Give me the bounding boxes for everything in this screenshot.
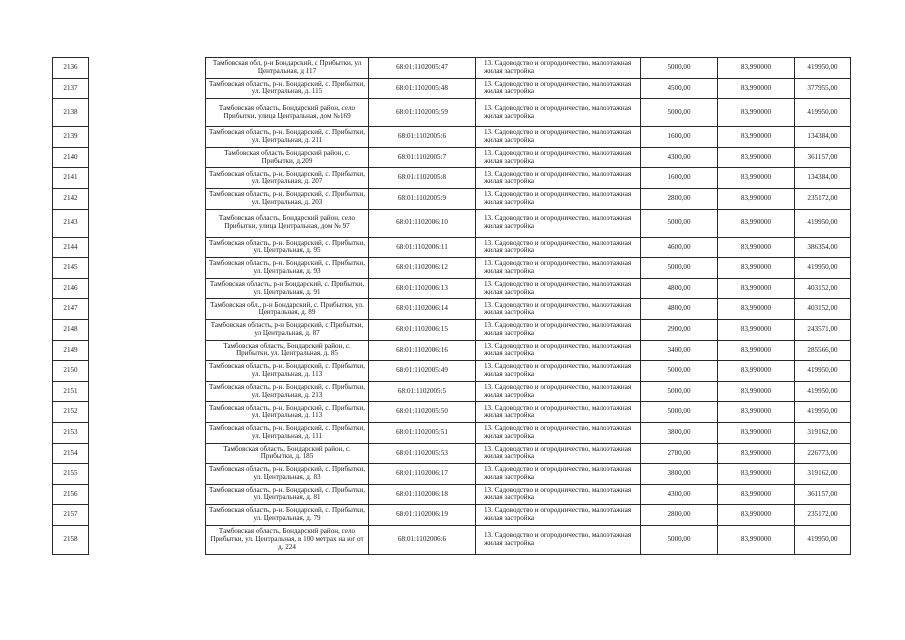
cadastral-cost-cell: 319162,00 xyxy=(795,464,851,485)
permitted-use-cell: 13. Садоводство и огородничество, малоэтажная жилая застройка xyxy=(476,340,641,361)
address-cell: Тамбовская область, р-н. Бондарский, с. Прибытки, ул. Центральная, д. 111 xyxy=(206,422,369,443)
cadastral-number-cell: 68:01:1102005:59 xyxy=(369,99,476,127)
cadastral-rate-cell: 83,990000 xyxy=(718,147,795,168)
cadastral-rate-cell: 83,990000 xyxy=(718,168,795,189)
blank-cell xyxy=(89,147,206,168)
table-row xyxy=(53,464,851,485)
row-number: 2146 xyxy=(53,278,89,299)
address-cell: Тамбовская область, р-н. Бондарский, с. Прибытки, ул. Центральная, д. 83 xyxy=(206,464,369,485)
permitted-use-cell: 13. Садоводство и огородничество, малоэтажная жилая застройка xyxy=(476,168,641,189)
table-row xyxy=(53,443,851,464)
row-number: 2136 xyxy=(53,58,89,79)
area-cell: 3800,00 xyxy=(641,422,718,443)
table-row xyxy=(53,278,851,299)
cadastral-number-cell: 68:01:1102005:51 xyxy=(369,422,476,443)
area-cell: 2800,00 xyxy=(641,188,718,209)
cadastral-cost-cell: 403152,00 xyxy=(795,278,851,299)
row-number: 2157 xyxy=(53,505,89,526)
permitted-use-cell: 13. Садоводство и огородничество, малоэтажная жилая застройка xyxy=(476,361,641,382)
address-cell: Тамбовская область, р-н. Бондарский, с. Прибытки, ул. Центральная, д. 115 xyxy=(206,78,369,99)
permitted-use-cell: 13. Садоводство и огородничество, малоэтажная жилая застройка xyxy=(476,381,641,402)
address-cell: Тамбовская область, р-н. Бондарский, с. Прибытки, ул. Центральная, д. 95 xyxy=(206,237,369,258)
address-cell: Тамбовская область, р-н Бондарский, с. Прибытки, ул. Центральная, д. 91 xyxy=(206,278,369,299)
cadastral-rate-cell: 83,990000 xyxy=(718,361,795,382)
blank-cell xyxy=(89,319,206,340)
cadastral-rate-cell: 83,990000 xyxy=(718,58,795,79)
blank-cell xyxy=(89,168,206,189)
table-row xyxy=(53,127,851,148)
cadastral-number-cell: 68:01:1102006:14 xyxy=(369,299,476,320)
cadastral-rate-cell: 83,990000 xyxy=(718,525,795,554)
row-number: 2139 xyxy=(53,127,89,148)
cadastral-number-cell: 68:01:1102006:12 xyxy=(369,258,476,279)
table-row xyxy=(53,299,851,320)
permitted-use-cell: 13. Садоводство и огородничество, малоэтажная жилая застройка xyxy=(476,147,641,168)
area-cell: 5000,00 xyxy=(641,209,718,237)
area-cell: 2900,00 xyxy=(641,319,718,340)
area-cell: 5000,00 xyxy=(641,58,718,79)
cadastral-rate-cell: 83,990000 xyxy=(718,188,795,209)
cadastral-number-cell: 68:01:1102005:48 xyxy=(369,78,476,99)
blank-cell xyxy=(89,443,206,464)
table-body xyxy=(53,58,851,555)
permitted-use-cell: 13. Садоводство и огородничество, малоэтажная жилая застройка xyxy=(476,299,641,320)
cadastral-number-cell: 68:01:1102006:18 xyxy=(369,484,476,505)
row-number: 2153 xyxy=(53,422,89,443)
permitted-use-cell: 13. Садоводство и огородничество, малоэтажная жилая застройка xyxy=(476,127,641,148)
cadastral-cost-cell: 403152,00 xyxy=(795,299,851,320)
address-cell: Тамбовская область, Бондарский район, село Прибытки, улица Центральная, дом №169 xyxy=(206,99,369,127)
area-cell: 5000,00 xyxy=(641,361,718,382)
table-row xyxy=(53,319,851,340)
cadastral-cost-cell: 319162,00 xyxy=(795,422,851,443)
area-cell: 4300,00 xyxy=(641,484,718,505)
address-cell: Тамбовская область, р-н Бондарский, с Прибытки, ул Центральная, д. 87 xyxy=(206,319,369,340)
cadastral-number-cell: 68:01:1102006:6 xyxy=(369,525,476,554)
row-number: 2138 xyxy=(53,99,89,127)
cadastral-rate-cell: 83,990000 xyxy=(718,402,795,423)
blank-cell xyxy=(89,381,206,402)
address-cell: Тамбовская область, р-н. Бондарский, с. Прибытки, ул. Центральная, д. 113 xyxy=(206,361,369,382)
area-cell: 5000,00 xyxy=(641,258,718,279)
table-row xyxy=(53,361,851,382)
cadastral-cost-cell: 419950,00 xyxy=(795,99,851,127)
area-cell: 3800,00 xyxy=(641,464,718,485)
address-cell: Тамбовская область, р-н. Бондарский, с. Прибытки, ул. Центральная, д. 79 xyxy=(206,505,369,526)
cadastral-number-cell: 68:01:1102005:5 xyxy=(369,381,476,402)
address-cell: Тамбовская область, р-н. Бондарский, с. Прибытки, ул. Центральная, д. 113 xyxy=(206,402,369,423)
permitted-use-cell: 13. Садоводство и огородничество, малоэтажная жилая застройка xyxy=(476,422,641,443)
permitted-use-cell: 13. Садоводство и огородничество, малоэтажная жилая застройка xyxy=(476,319,641,340)
address-cell: Тамбовская область, р-н. Бондарский, с. Прибытки, ул. Центральная, д. 207 xyxy=(206,168,369,189)
permitted-use-cell: 13. Садоводство и огородничество, малоэтажная жилая застройка xyxy=(476,278,641,299)
cadastral-cost-cell: 235172,00 xyxy=(795,505,851,526)
row-number: 2144 xyxy=(53,237,89,258)
table-row xyxy=(53,525,851,554)
cadastral-rate-cell: 83,990000 xyxy=(718,464,795,485)
row-number: 2141 xyxy=(53,168,89,189)
address-cell: Тамбовская область, р-н. Бондарский, с. Прибытки, ул. Центральная, д. 213 xyxy=(206,381,369,402)
table-row xyxy=(53,188,851,209)
permitted-use-cell: 13. Садоводство и огородничество, малоэтажная жилая застройка xyxy=(476,188,641,209)
land-plots-table xyxy=(52,57,851,555)
row-number: 2145 xyxy=(53,258,89,279)
area-cell: 5000,00 xyxy=(641,99,718,127)
address-cell: Тамбовская область, р-н. Бондарский, с. Прибытки, ул. Центральная, д. 211 xyxy=(206,127,369,148)
blank-cell xyxy=(89,58,206,79)
area-cell: 5000,00 xyxy=(641,525,718,554)
cadastral-number-cell: 68:01:1102005:47 xyxy=(369,58,476,79)
blank-cell xyxy=(89,464,206,485)
cadastral-cost-cell: 419950,00 xyxy=(795,258,851,279)
cadastral-rate-cell: 83,990000 xyxy=(718,258,795,279)
blank-cell xyxy=(89,525,206,554)
cadastral-cost-cell: 243571,00 xyxy=(795,319,851,340)
table-row xyxy=(53,99,851,127)
cadastral-cost-cell: 361157,00 xyxy=(795,484,851,505)
address-cell: Тамбовская область Бондарский район, с. Прибытки, д.209 xyxy=(206,147,369,168)
area-cell: 4500,00 xyxy=(641,78,718,99)
table-row xyxy=(53,78,851,99)
permitted-use-cell: 13. Садоводство и огородничество, малоэтажная жилая застройка xyxy=(476,443,641,464)
permitted-use-cell: 13. Садоводство и огородничество, малоэтажная жилая застройка xyxy=(476,237,641,258)
permitted-use-cell: 13. Садоводство и огородничество, малоэтажная жилая застройка xyxy=(476,505,641,526)
permitted-use-cell: 13. Садоводство и огородничество, малоэтажная жилая застройка xyxy=(476,99,641,127)
cadastral-rate-cell: 83,990000 xyxy=(718,99,795,127)
area-cell: 5000,00 xyxy=(641,381,718,402)
address-cell: Тамбовская область, Бондарский район, с. Прибытки, ул. Центральная, д. 85 xyxy=(206,340,369,361)
cadastral-number-cell: 68:01:1102006:11 xyxy=(369,237,476,258)
cadastral-cost-cell: 377955,00 xyxy=(795,78,851,99)
cadastral-cost-cell: 386354,00 xyxy=(795,237,851,258)
cadastral-rate-cell: 83,990000 xyxy=(718,319,795,340)
blank-cell xyxy=(89,340,206,361)
cadastral-cost-cell: 419950,00 xyxy=(795,361,851,382)
cadastral-cost-cell: 361157,00 xyxy=(795,147,851,168)
cadastral-number-cell: 68:01:1102006:19 xyxy=(369,505,476,526)
area-cell: 4600,00 xyxy=(641,237,718,258)
table-row xyxy=(53,505,851,526)
cadastral-number-cell: 68:01:1102005:49 xyxy=(369,361,476,382)
blank-cell xyxy=(89,127,206,148)
area-cell: 2700,00 xyxy=(641,443,718,464)
row-number: 2140 xyxy=(53,147,89,168)
cadastral-number-cell: 68:01:1102005:50 xyxy=(369,402,476,423)
row-number: 2149 xyxy=(53,340,89,361)
permitted-use-cell: 13. Садоводство и огородничество, малоэтажная жилая застройка xyxy=(476,58,641,79)
area-cell: 4300,00 xyxy=(641,147,718,168)
address-cell: Тамбовская обл, р-н Бондарский, с Прибытки, ул Центральная, д 117 xyxy=(206,58,369,79)
permitted-use-cell: 13. Садоводство и огородничество, малоэтажная жилая застройка xyxy=(476,464,641,485)
cadastral-cost-cell: 419950,00 xyxy=(795,381,851,402)
blank-cell xyxy=(89,237,206,258)
table-row xyxy=(53,484,851,505)
cadastral-rate-cell: 83,990000 xyxy=(718,443,795,464)
cadastral-number-cell: 68:01:1102005:8 xyxy=(369,168,476,189)
table-row xyxy=(53,58,851,79)
blank-cell xyxy=(89,505,206,526)
row-number: 2147 xyxy=(53,299,89,320)
row-number: 2154 xyxy=(53,443,89,464)
row-number: 2137 xyxy=(53,78,89,99)
permitted-use-cell: 13. Садоводство и огородничество, малоэтажная жилая застройка xyxy=(476,402,641,423)
row-number: 2143 xyxy=(53,209,89,237)
blank-cell xyxy=(89,99,206,127)
blank-cell xyxy=(89,278,206,299)
address-cell: Тамбовская область, Бондарский район, с. Прибытки, д. 185 xyxy=(206,443,369,464)
table-row xyxy=(53,340,851,361)
address-cell: Тамбовская область, р-н. Бондарский, с. Прибытки, ул. Центральная, д. 81 xyxy=(206,484,369,505)
row-number: 2142 xyxy=(53,188,89,209)
table-row xyxy=(53,168,851,189)
blank-cell xyxy=(89,188,206,209)
cadastral-cost-cell: 134384,00 xyxy=(795,127,851,148)
cadastral-number-cell: 68:01:1102005:9 xyxy=(369,188,476,209)
address-cell: Тамбовская область, Бондарский район, село Прибытки, ул. Центральная, в 100 метрах на юг от д. 224 xyxy=(206,525,369,554)
cadastral-cost-cell: 285566,00 xyxy=(795,340,851,361)
table-row xyxy=(53,422,851,443)
area-cell: 1600,00 xyxy=(641,127,718,148)
area-cell: 5000,00 xyxy=(641,402,718,423)
cadastral-rate-cell: 83,990000 xyxy=(718,505,795,526)
cadastral-rate-cell: 83,990000 xyxy=(718,127,795,148)
cadastral-cost-cell: 134384,00 xyxy=(795,168,851,189)
cadastral-number-cell: 68:01:1102006:10 xyxy=(369,209,476,237)
cadastral-number-cell: 68:01:1102005:6 xyxy=(369,127,476,148)
cadastral-number-cell: 68:01:1102006:16 xyxy=(369,340,476,361)
row-number: 2148 xyxy=(53,319,89,340)
cadastral-rate-cell: 83,990000 xyxy=(718,278,795,299)
address-cell: Тамбовская область, Бондарский район, село Прибытки, улица Центральная, дом № 97 xyxy=(206,209,369,237)
cadastral-rate-cell: 83,990000 xyxy=(718,299,795,320)
cadastral-rate-cell: 83,990000 xyxy=(718,340,795,361)
blank-cell xyxy=(89,78,206,99)
row-number: 2158 xyxy=(53,525,89,554)
permitted-use-cell: 13. Садоводство и огородничество, малоэтажная жилая застройка xyxy=(476,525,641,554)
cadastral-rate-cell: 83,990000 xyxy=(718,237,795,258)
cadastral-number-cell: 68:01:1102005:7 xyxy=(369,147,476,168)
cadastral-rate-cell: 83,990000 xyxy=(718,78,795,99)
row-number: 2152 xyxy=(53,402,89,423)
cadastral-cost-cell: 419950,00 xyxy=(795,402,851,423)
cadastral-number-cell: 68:01:1102006:13 xyxy=(369,278,476,299)
cadastral-cost-cell: 419950,00 xyxy=(795,525,851,554)
cadastral-cost-cell: 419950,00 xyxy=(795,58,851,79)
blank-cell xyxy=(89,361,206,382)
area-cell: 4800,00 xyxy=(641,299,718,320)
table-row xyxy=(53,237,851,258)
address-cell: Тамбовская обл., р-н Бондарский, с. Прибытки, ул. Центральная, д. 89 xyxy=(206,299,369,320)
area-cell: 2800,00 xyxy=(641,505,718,526)
cadastral-cost-cell: 419950,00 xyxy=(795,209,851,237)
permitted-use-cell: 13. Садоводство и огородничество, малоэтажная жилая застройка xyxy=(476,209,641,237)
cadastral-rate-cell: 83,990000 xyxy=(718,422,795,443)
cadastral-cost-cell: 226773,00 xyxy=(795,443,851,464)
row-number: 2150 xyxy=(53,361,89,382)
cadastral-number-cell: 68:01:1102006:15 xyxy=(369,319,476,340)
table-row xyxy=(53,147,851,168)
cadastral-rate-cell: 83,990000 xyxy=(718,484,795,505)
cadastral-rate-cell: 83,990000 xyxy=(718,209,795,237)
permitted-use-cell: 13. Садоводство и огородничество, малоэтажная жилая застройка xyxy=(476,78,641,99)
blank-cell xyxy=(89,484,206,505)
area-cell: 3400,00 xyxy=(641,340,718,361)
row-number: 2151 xyxy=(53,381,89,402)
table-row xyxy=(53,258,851,279)
cadastral-cost-cell: 235172,00 xyxy=(795,188,851,209)
blank-cell xyxy=(89,422,206,443)
permitted-use-cell: 13. Садоводство и огородничество, малоэтажная жилая застройка xyxy=(476,484,641,505)
blank-cell xyxy=(89,258,206,279)
cadastral-number-cell: 68:01:1102005:53 xyxy=(369,443,476,464)
cadastral-rate-cell: 83,990000 xyxy=(718,381,795,402)
address-cell: Тамбовская область, р-н. Бондарский, с. Прибытки, ул. Центральная, д. 93 xyxy=(206,258,369,279)
cadastral-number-cell: 68:01:1102006:17 xyxy=(369,464,476,485)
table-row xyxy=(53,402,851,423)
blank-cell xyxy=(89,402,206,423)
area-cell: 4800,00 xyxy=(641,278,718,299)
document-page xyxy=(52,57,850,555)
address-cell: Тамбовская область, р-н. Бондарский, с. Прибытки, ул. Центральная, д. 203 xyxy=(206,188,369,209)
row-number: 2156 xyxy=(53,484,89,505)
table-row xyxy=(53,381,851,402)
table-row xyxy=(53,209,851,237)
blank-cell xyxy=(89,209,206,237)
permitted-use-cell: 13. Садоводство и огородничество, малоэтажная жилая застройка xyxy=(476,258,641,279)
area-cell: 1600,00 xyxy=(641,168,718,189)
blank-cell xyxy=(89,299,206,320)
row-number: 2155 xyxy=(53,464,89,485)
